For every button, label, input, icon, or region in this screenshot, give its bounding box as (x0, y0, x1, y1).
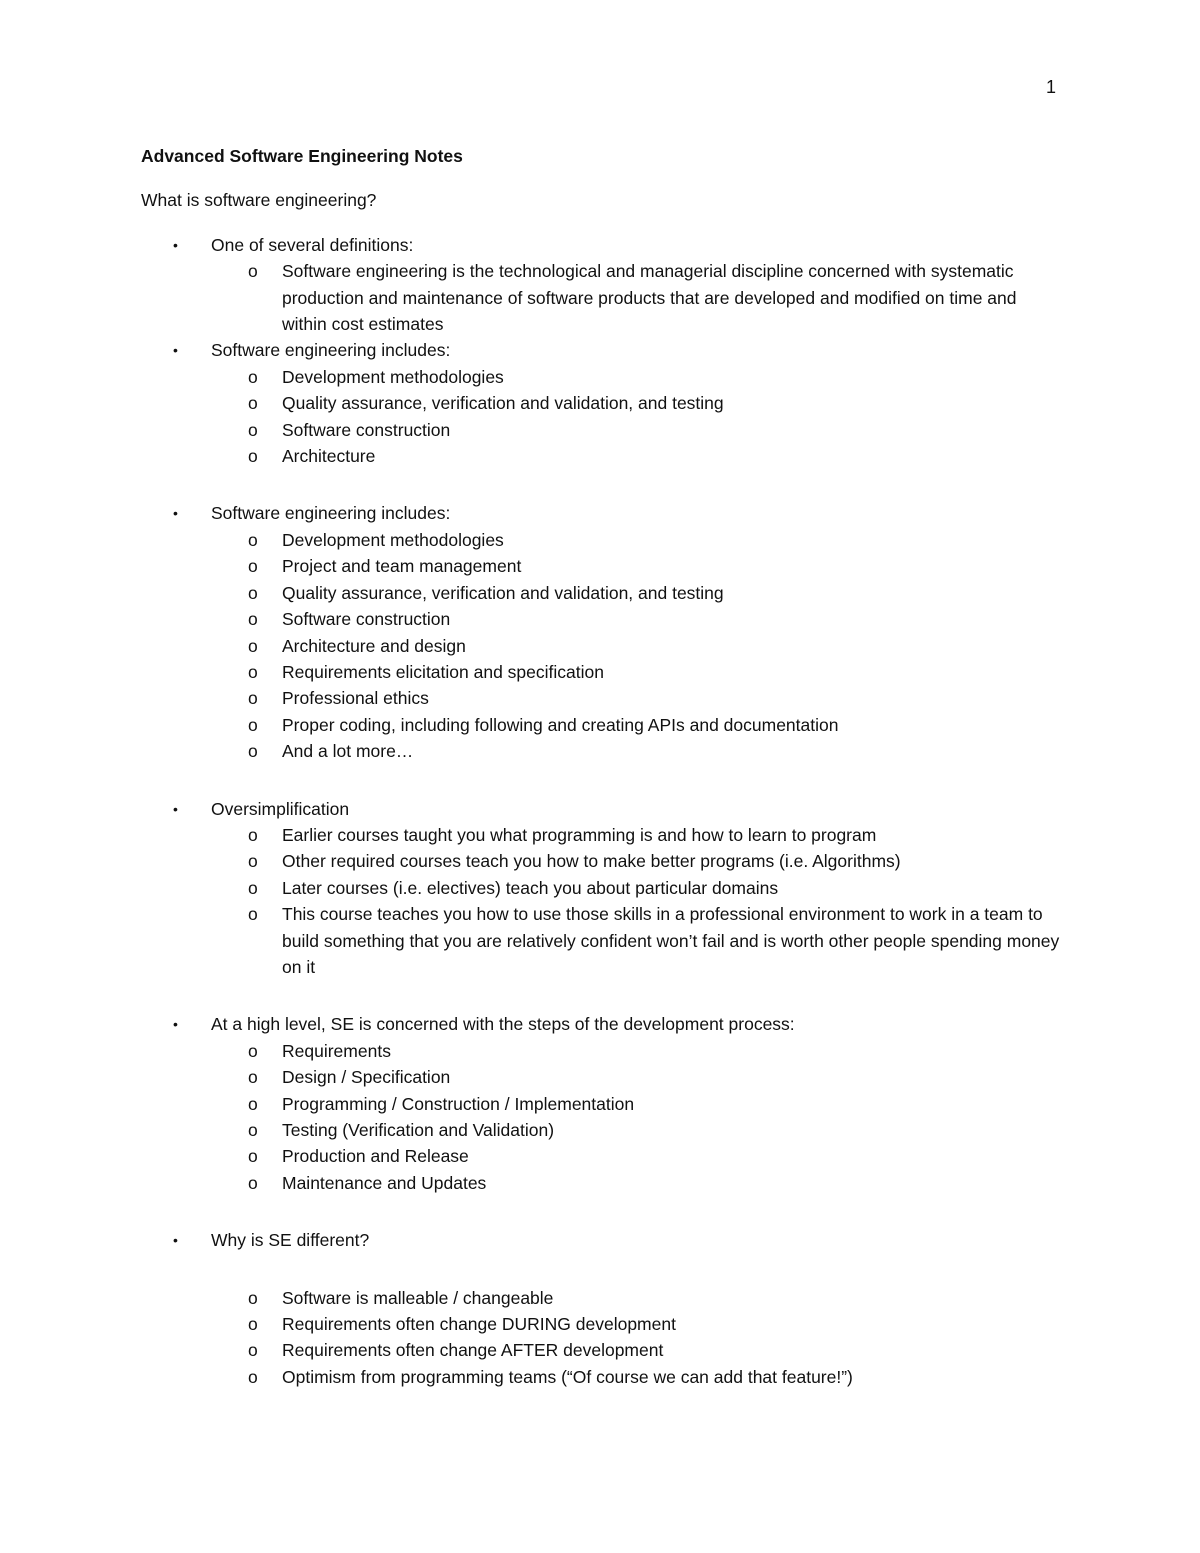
bullet-icon: • (173, 1232, 178, 1249)
page-number: 1 (1046, 77, 1057, 97)
sub-list-item-text: And a lot more… (282, 741, 414, 762)
sub-list-item (141, 685, 1061, 711)
sub-list-item-text: Requirements often change DURING development (282, 1314, 676, 1335)
sub-bullet-icon: o (248, 1146, 258, 1167)
sub-list-item-text: Quality assurance, verification and validation, and testing (282, 393, 724, 414)
sub-bullet-icon: o (248, 1366, 258, 1387)
sub-list-item (141, 417, 1061, 443)
sub-list-item (141, 364, 1061, 390)
sub-list-item-text: Requirements often change AFTER development (282, 1340, 664, 1361)
blank-line (211, 1254, 1061, 1285)
sub-list-item (141, 1337, 1061, 1363)
sub-bullet-icon: o (248, 1067, 258, 1088)
sub-bullet-icon: o (248, 582, 258, 603)
sub-bullet-icon: o (248, 1120, 258, 1140)
sub-list-item-text: Project and team management (282, 556, 522, 577)
sub-list-item (141, 606, 1061, 632)
sub-list-item-text: Requirements elicitation and specification (282, 661, 604, 682)
sub-list-item-text: Professional ethics (282, 688, 429, 709)
sub-list-item (141, 258, 1061, 337)
outline-item-label: Why is SE different? (211, 1230, 370, 1251)
sub-list-item-text: Maintenance and Updates (282, 1172, 487, 1193)
sub-list (211, 1285, 1061, 1391)
sub-bullet-icon: o (248, 741, 258, 762)
outline-item-label: At a high level, SE is concerned with the steps of the development process: (211, 1014, 795, 1035)
bullet-icon: • (173, 505, 178, 522)
sub-bullet-icon: o (248, 635, 258, 656)
sub-list-item (141, 633, 1061, 659)
outline-item-label: One of several definitions: (211, 234, 414, 255)
document-title: Advanced Software Engineering Notes (141, 146, 463, 166)
sub-bullet-icon: o (248, 824, 258, 845)
sub-bullet-icon: o (248, 1040, 258, 1061)
bullet-icon: • (173, 236, 178, 253)
sub-list-item-text: Other required courses teach you how to make better programs (i.e. Algorithms) (282, 851, 901, 872)
sub-bullet-icon: o (248, 1314, 258, 1335)
sub-bullet-icon: o (248, 419, 258, 440)
sub-list-item (141, 822, 1061, 848)
sub-list-item (141, 1064, 1061, 1090)
bullet-icon: • (173, 800, 178, 817)
sub-list-item (141, 1285, 1061, 1311)
sub-list (211, 527, 1061, 765)
sub-list-item (141, 712, 1061, 738)
sub-list-item (141, 1038, 1061, 1064)
sub-list (211, 1038, 1061, 1196)
sub-bullet-icon: o (248, 904, 258, 925)
sub-list-item-text: Development methodologies (282, 529, 504, 550)
bullet-icon: • (173, 1016, 178, 1033)
sub-list-item-text: Development methodologies (282, 366, 504, 387)
outline-item (141, 337, 1061, 469)
sub-list-item-text: Optimism from programming teams (“Of course we can add that feature!”) (282, 1366, 853, 1387)
sub-list-item-text: Testing (Verification and Validation) (282, 1120, 555, 1140)
sub-bullet-icon: o (248, 661, 258, 682)
sub-list-item-text: Software is malleable / changeable (282, 1287, 554, 1308)
sub-list-item-text: Architecture (282, 446, 376, 467)
sub-bullet-icon: o (248, 261, 258, 282)
sub-list-item (141, 1143, 1061, 1169)
sub-list-item (141, 553, 1061, 579)
sub-list-item (141, 1311, 1061, 1337)
lead-question: What is software engineering? (141, 190, 377, 211)
outline-item (141, 796, 1061, 981)
sub-list-item-text: Later courses (i.e. electives) teach you about particular domains (282, 877, 779, 898)
document-body (141, 143, 1061, 1390)
sub-list-item (141, 1117, 1061, 1143)
sub-list-item-text: Earlier courses taught you what programming is and how to learn to program (282, 824, 877, 845)
sub-list-item (141, 901, 1061, 980)
sub-list-item (141, 580, 1061, 606)
outline-item-label: Oversimplification (211, 798, 350, 819)
sub-list-item-text: Software engineering is the technological and managerial discipline concerned with systematic production and maintenance of software products that are developed and modified on time and within cost estimates (282, 261, 1017, 335)
sub-list-item (141, 848, 1061, 874)
sub-bullet-icon: o (248, 851, 258, 872)
sub-list-item-text: This course teaches you how to use those skills in a professional environment to work in a team to build something that you are relatively confident won’t fail and is worth other people spending money on it (282, 904, 1060, 977)
sub-bullet-icon: o (248, 446, 258, 467)
bullet-icon: • (173, 342, 178, 359)
sub-bullet-icon: o (248, 1340, 258, 1361)
sub-bullet-icon: o (248, 877, 258, 898)
sub-bullet-icon: o (248, 393, 258, 414)
outline-list (141, 232, 1061, 1390)
sub-list-item (141, 390, 1061, 416)
sub-list-item-text: Requirements (282, 1040, 391, 1061)
sub-bullet-icon: o (248, 1172, 258, 1193)
sub-list-item (141, 1364, 1061, 1390)
sub-bullet-icon: o (248, 529, 258, 550)
sub-bullet-icon: o (248, 714, 258, 735)
sub-bullet-icon: o (248, 556, 258, 577)
sub-bullet-icon: o (248, 1093, 258, 1114)
outline-item (141, 232, 1061, 338)
sub-list-item-text: Software construction (282, 419, 451, 440)
sub-list (211, 822, 1061, 980)
sub-bullet-icon: o (248, 688, 258, 709)
sub-list-item (141, 738, 1061, 764)
sub-list-item-text: Quality assurance, verification and validation, and testing (282, 582, 724, 603)
sub-list-item (141, 1091, 1061, 1117)
sub-list-item (141, 527, 1061, 553)
sub-list-item-text: Programming / Construction / Implementation (282, 1093, 635, 1114)
outline-item (141, 500, 1061, 764)
outline-item (141, 1011, 1061, 1196)
sub-list (211, 364, 1061, 470)
sub-list (211, 258, 1061, 337)
sub-list-item-text: Design / Specification (282, 1067, 451, 1088)
sub-list-item (141, 875, 1061, 901)
sub-list-item (141, 443, 1061, 469)
sub-list-item-text: Proper coding, including following and creating APIs and documentation (282, 714, 839, 735)
sub-list-item (141, 659, 1061, 685)
sub-bullet-icon: o (248, 1287, 258, 1308)
outline-item-label: Software engineering includes: (211, 503, 451, 524)
sub-list-item (141, 1170, 1061, 1196)
sub-list-item-text: Software construction (282, 609, 451, 630)
outline-item (141, 1227, 1061, 1390)
sub-list-item-text: Production and Release (282, 1146, 469, 1167)
sub-bullet-icon: o (248, 609, 258, 630)
outline-item-label: Software engineering includes: (211, 340, 451, 361)
sub-bullet-icon: o (248, 366, 258, 387)
sub-list-item-text: Architecture and design (282, 635, 466, 656)
